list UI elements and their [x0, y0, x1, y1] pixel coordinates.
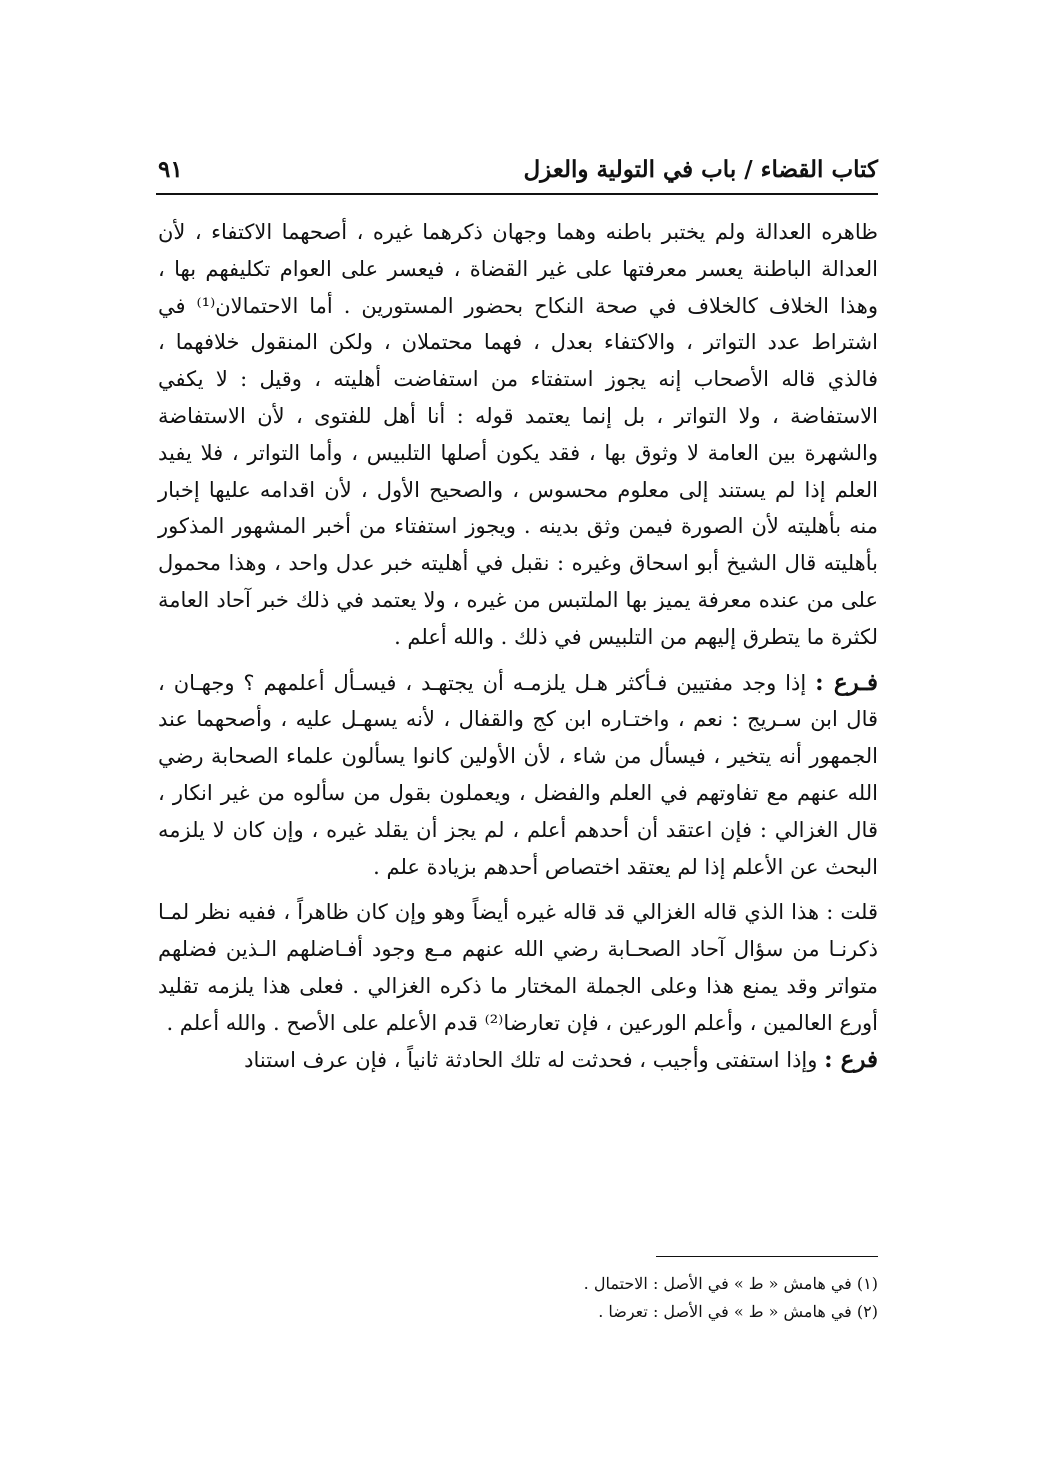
paragraph-2	[158, 665, 878, 886]
page-number: ٩١	[158, 156, 183, 183]
section-lead: فـرع :	[815, 668, 878, 696]
paragraph-3: قلت : هذا الذي قاله الغزالي قد قاله غيره أيضاً وهو وإن كان ظاهراً ، ففيه نظر لمـا ذكرنـا من سؤال آحاد الصحـابة رضي الله عنهم مـع وجود أفـاضلهم الـذين فضلهم متواتر وقد يمنع هذا وعلى الجملة المختار ما ذكره الغزالي . فعلى هذا يلزمه تقليد أورع العالمين ، وأعلم الورعين ، فإن تعارضا⁽²⁾ قدم الأعلم على الأصح . والله أعلم .	[158, 900, 878, 1035]
section-lead: فرع :	[824, 1045, 878, 1073]
footnotes	[458, 1270, 878, 1326]
paragraph-2-text: إذا وجد مفتيين فـأكثر هـل يلزمـه أن يجتهـد ، فيسـأل أعلمهم ؟ وجهـان ، قال ابن سـريج : نعم ، واختـاره ابن كج والقفال ، لأنه يسهـل عليه ، وأصحهما عند الجمهور أنه يتخير ، فيسأل من شاء ، لأن الأولين كانوا يسألون علماء الصحابة رضي الله عنهم مع تفاوتهم في العلم والفضل ، ويعملون بقول من سألوه من غير انكار ، قال الغزالي : فإن اعتقد أن أحدهم أعلم ، لم يجز أن يقلد غيره ، وإن كان لا يلزمه البحث عن الأعلم إذا لم يعتقد اختصاص أحدهم بزيادة علم .	[158, 670, 878, 879]
running-header	[158, 148, 878, 192]
paragraph-1: ظاهره العدالة ولم يختبر باطنه وهما وجهان ذكرهما غيره ، أصحهما الاكتفاء ، لأن العدالة الباطنة يعسر معرفتها على غير القضاة ، فيعسر على العوام تكليفهم بها ، وهذا الخلاف كالخلاف في صحة النكاح بحضور المستورين . أما الاحتمالان⁽¹⁾ في اشتراط عدد التواتر ، والاكتفاء بعدل ، فهما محتملان ، ولكن المنقول خلافهما ، فالذي قاله الأصحاب إنه يجوز استفتاء من استفاضت أهليته ، وقيل : لا يكفي الاستفاضة ، ولا التواتر ، بل إنما يعتمد قوله : أنا أهل للفتوى ، لأن الاستفاضة والشهرة بين العامة لا وثوق بها ، فقد يكون أصلها التلبيس ، وأما التواتر ، فلا يفيد العلم إذا لم يستند إلى معلوم محسوس ، والصحيح الأول ، لأن اقدامه عليها إخبار منه بأهليته لأن الصورة فيمن وثق بدينه . ويجوز استفتاء من أخبر المشهور المذكور بأهليته قال الشيخ أبو اسحاق وغيره : نقبل في أهليته خبر عدل واحد ، وهذا محمول على من عنده معرفة يميز بها الملتبس من غيره ، ولا يعتمد في ذلك خبر آحاد العامة لكثرة ما يتطرق إليهم من التلبيس في ذلك . والله أعلم .	[158, 220, 878, 649]
footnote-rule	[656, 1256, 878, 1257]
footnote-1: (١) في هامش « ط » في الأصل : الاحتمال .	[583, 1274, 878, 1293]
paragraph-4-text: وإذا استفتى وأجيب ، فحدثت له تلك الحادثة ثانياً ، فإن عرف استناد	[244, 1047, 825, 1072]
footnote-2: (٢) في هامش « ط » في الأصل : تعرضا .	[598, 1302, 878, 1321]
paragraph-4	[158, 1042, 878, 1079]
header-title: كتاب القضاء / باب في التولية والعزل	[523, 156, 878, 183]
main-text	[158, 214, 878, 1078]
header-rule	[156, 193, 878, 195]
